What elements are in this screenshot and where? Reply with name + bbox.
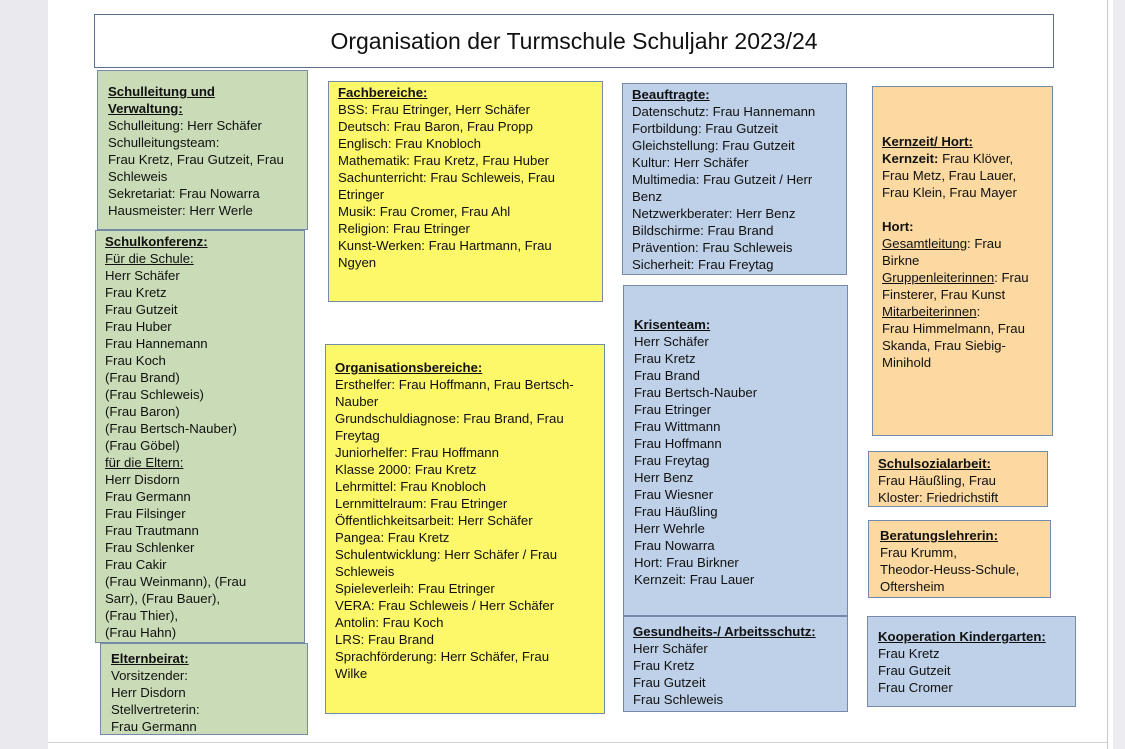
- gruppenleiterinnen-names: Finsterer, Frau Kunst: [882, 287, 1006, 302]
- organisationsbereiche-line: Lernmittelraum: Frau Etringer: [335, 496, 508, 511]
- gesundheit-member: Frau Gutzeit: [633, 675, 706, 690]
- kernzeit-first-name: Frau Klöver,: [938, 151, 1014, 166]
- schulleitung-heading-1: Schulleitung und: [108, 84, 215, 99]
- gesundheit-box: [623, 616, 848, 712]
- elternbeirat-box: [100, 643, 308, 735]
- krisenteam-member: Frau Häußling: [634, 504, 718, 519]
- schulkonferenz-member: Frau Koch: [105, 353, 166, 368]
- beauftragte-line: Bildschirme: Frau Brand: [632, 223, 774, 238]
- schulleitung-heading-2: Verwaltung:: [108, 101, 183, 116]
- organisationsbereiche-line: Schulentwicklung: Herr Schäfer / Frau: [335, 547, 558, 562]
- krisenteam-heading: Krisenteam:: [634, 317, 711, 332]
- schulkonferenz-box: [95, 230, 305, 643]
- organisationsbereiche-line: LRS: Frau Brand: [335, 632, 434, 647]
- fachbereiche-line: Etringer: [338, 187, 385, 202]
- schulkonferenz-member: Frau Gutzeit: [105, 302, 178, 317]
- krisenteam-member: Frau Hoffmann: [634, 436, 722, 451]
- elternbeirat-line: Frau Germann: [111, 719, 197, 734]
- krisenteam-member: Frau Wittmann: [634, 419, 721, 434]
- organisationsbereiche-line: Ersthelfer: Frau Hoffmann, Frau Bertsch-: [335, 377, 574, 392]
- kooperation-member: Frau Cromer: [878, 680, 953, 695]
- kooperation-member: Frau Gutzeit: [878, 663, 951, 678]
- fachbereiche-box: [328, 81, 603, 302]
- krisenteam-member: Kernzeit: Frau Lauer: [634, 572, 755, 587]
- kooperation-member: Frau Kretz: [878, 646, 940, 661]
- organisationsbereiche-box: [325, 344, 605, 714]
- hort-label: Hort:: [882, 219, 914, 234]
- schulkonferenz-parent: (Frau Weinmann), (Frau: [105, 574, 247, 589]
- schulkonferenz-parent: Frau Schlenker: [105, 540, 195, 555]
- schulkonferenz-parent: (Frau Hahn): [105, 625, 177, 640]
- organisationsbereiche-line: Grundschuldiagnose: Frau Brand, Frau: [335, 411, 564, 426]
- schulkonferenz-parent: Sarr), (Frau Bauer),: [105, 591, 221, 606]
- gesundheit-member: Frau Schleweis: [633, 692, 724, 707]
- schulkonferenz-member: Frau Hannemann: [105, 336, 208, 351]
- beauftragte-line: Sicherheit: Frau Freytag: [632, 257, 774, 272]
- organisationsbereiche-line: Nauber: [335, 394, 379, 409]
- beauftragte-box: [622, 83, 847, 275]
- krisenteam-member: Herr Benz: [634, 470, 694, 485]
- kernzeit-hort-box: [872, 86, 1053, 436]
- page-edge-line: [1107, 0, 1108, 749]
- schulkonferenz-member: Frau Kretz: [105, 285, 167, 300]
- organisationsbereiche-line: Antolin: Frau Koch: [335, 615, 444, 630]
- organisationsbereiche-heading: Organisationsbereiche:: [335, 360, 483, 375]
- organisationsbereiche-line: Pangea: Frau Kretz: [335, 530, 450, 545]
- mitarbeiterinnen-line: [882, 303, 1044, 320]
- kernzeit-first-line: [882, 150, 1044, 167]
- schulkonferenz-member: Herr Schäfer: [105, 268, 180, 283]
- kernzeit-line: Frau Klein, Frau Mayer: [882, 185, 1017, 200]
- fachbereiche-line: BSS: Frau Etringer, Herr Schäfer: [338, 102, 531, 117]
- fachbereiche-line: Ngyen: [338, 255, 377, 270]
- schulkonferenz-member: (Frau Brand): [105, 370, 180, 385]
- schulleitung-line: Schulleitung: Herr Schäfer: [108, 118, 262, 133]
- fachbereiche-line: Religion: Frau Etringer: [338, 221, 470, 236]
- gruppenleiterinnen-rest: : Frau: [994, 270, 1029, 285]
- schulleitung-line: Hausmeister: Herr Werle: [108, 203, 253, 218]
- krisenteam-box: [623, 285, 848, 616]
- fachbereiche-line: Englisch: Frau Knobloch: [338, 136, 481, 151]
- krisenteam-member: Frau Wiesner: [634, 487, 714, 502]
- beauftragte-line: Prävention: Frau Schleweis: [632, 240, 793, 255]
- fachbereiche-line: Deutsch: Frau Baron, Frau Propp: [338, 119, 533, 134]
- mitarbeiterinnen-label: Mitarbeiterinnen: [882, 304, 977, 319]
- krisenteam-member: Frau Bertsch-Nauber: [634, 385, 758, 400]
- krisenteam-member: Frau Brand: [634, 368, 700, 383]
- fachbereiche-line: Kunst-Werken: Frau Hartmann, Frau: [338, 238, 552, 253]
- schulleitung-box: [97, 70, 308, 230]
- gesundheit-heading: Gesundheits-/ Arbeitsschutz:: [633, 624, 816, 639]
- schulleitung-line: Schleweis: [108, 169, 168, 184]
- kooperation-heading: Kooperation Kindergarten:: [878, 629, 1046, 644]
- elternbeirat-line: Herr Disdorn: [111, 685, 186, 700]
- organisationsbereiche-line: Klasse 2000: Frau Kretz: [335, 462, 477, 477]
- organisationsbereiche-line: Öffentlichkeitsarbeit: Herr Schäfer: [335, 513, 533, 528]
- page-title-box: [94, 14, 1054, 68]
- beauftragte-line: Benz: [632, 189, 663, 204]
- schulsozialarbeit-line: Frau Häußling, Frau: [878, 473, 996, 488]
- schulleitung-line: Schulleitungsteam:: [108, 135, 220, 150]
- beratungslehrerin-box: [868, 520, 1051, 598]
- schulkonferenz-member: (Frau Göbel): [105, 438, 180, 453]
- kernzeit-heading: Kernzeit/ Hort:: [882, 134, 973, 149]
- elternbeirat-heading: Elternbeirat:: [111, 651, 189, 666]
- fachbereiche-heading: Fachbereiche:: [338, 85, 428, 100]
- schulkonferenz-parent: Herr Disdorn: [105, 472, 180, 487]
- schulkonferenz-parent: Frau Cakir: [105, 557, 167, 572]
- organisationsbereiche-line: Sprachförderung: Herr Schäfer, Frau: [335, 649, 550, 664]
- schulkonferenz-schule-label: Für die Schule:: [105, 251, 194, 266]
- schulsozialarbeit-heading: Schulsozialarbeit:: [878, 456, 991, 471]
- kernzeit-line: Frau Metz, Frau Lauer,: [882, 168, 1017, 183]
- kernzeit-label: Kernzeit:: [882, 151, 939, 166]
- beauftragte-line: Fortbildung: Frau Gutzeit: [632, 121, 778, 136]
- mitarbeiterinnen-names: Frau Himmelmann, Frau: [882, 321, 1025, 336]
- schulleitung-line: Sekretariat: Frau Nowarra: [108, 186, 260, 201]
- beauftragte-line: Multimedia: Frau Gutzeit / Herr: [632, 172, 813, 187]
- elternbeirat-line: Stellvertreterin:: [111, 702, 200, 717]
- schulkonferenz-parent: Frau Germann: [105, 489, 191, 504]
- schulkonferenz-member: (Frau Baron): [105, 404, 180, 419]
- krisenteam-member: Hort: Frau Birkner: [634, 555, 739, 570]
- beauftragte-line: Gleichstellung: Frau Gutzeit: [632, 138, 795, 153]
- fachbereiche-line: Musik: Frau Cromer, Frau Ahl: [338, 204, 511, 219]
- page-title: Organisation der Turmschule Schuljahr 2023/24: [330, 27, 818, 54]
- gesundheit-member: Herr Schäfer: [633, 641, 708, 656]
- beratungslehrerin-line: Theodor-Heuss-Schule,: [880, 562, 1020, 577]
- krisenteam-member: Herr Schäfer: [634, 334, 709, 349]
- page-bottom-line: [48, 742, 1107, 743]
- schulkonferenz-parent: (Frau Thier),: [105, 608, 179, 623]
- krisenteam-member: Frau Nowarra: [634, 538, 715, 553]
- beratungslehrerin-line: Frau Krumm,: [880, 545, 957, 560]
- schulsozialarbeit-box: [868, 451, 1048, 507]
- kooperation-box: [867, 616, 1076, 707]
- mitarbeiterinnen-names: Skanda, Frau Siebig-: [882, 338, 1006, 353]
- schulleitung-line: Frau Kretz, Frau Gutzeit, Frau: [108, 152, 284, 167]
- gruppenleiterinnen-label: Gruppenleiterinnen: [882, 270, 995, 285]
- gesamtleitung-rest: : Frau: [967, 236, 1002, 251]
- page-left-margin: [0, 0, 48, 749]
- fachbereiche-line: Sachunterricht: Frau Schleweis, Frau: [338, 170, 555, 185]
- beauftragte-line: Datenschutz: Frau Hannemann: [632, 104, 816, 119]
- organisationsbereiche-line: Wilke: [335, 666, 368, 681]
- schulkonferenz-heading: Schulkonferenz:: [105, 234, 208, 249]
- mitarbeiterinnen-names: Minihold: [882, 355, 932, 370]
- krisenteam-member: Herr Wehrle: [634, 521, 705, 536]
- krisenteam-member: Frau Freytag: [634, 453, 710, 468]
- schulkonferenz-eltern-label: für die Eltern:: [105, 455, 184, 470]
- beratungslehrerin-heading: Beratungslehrerin:: [880, 528, 998, 543]
- beauftragte-line: Netzwerkberater: Herr Benz: [632, 206, 796, 221]
- organisationsbereiche-line: Juniorhelfer: Frau Hoffmann: [335, 445, 499, 460]
- beratungslehrerin-line: Oftersheim: [880, 579, 945, 594]
- fachbereiche-line: Mathematik: Frau Kretz, Frau Huber: [338, 153, 550, 168]
- spacer: [882, 201, 1044, 218]
- schulkonferenz-member: (Frau Bertsch-Nauber): [105, 421, 237, 436]
- schulkonferenz-member: Frau Huber: [105, 319, 172, 334]
- elternbeirat-line: Vorsitzender:: [111, 668, 188, 683]
- schulkonferenz-member: (Frau Schleweis): [105, 387, 204, 402]
- krisenteam-member: Frau Etringer: [634, 402, 711, 417]
- schulkonferenz-parent: Frau Trautmann: [105, 523, 199, 538]
- organisationsbereiche-line: Spieleverleih: Frau Etringer: [335, 581, 495, 596]
- organisationsbereiche-line: Schleweis: [335, 564, 395, 579]
- gruppenleiterinnen-line: [882, 269, 1044, 286]
- schulkonferenz-parent: Frau Filsinger: [105, 506, 186, 521]
- mitarbeiterinnen-rest: :: [976, 304, 981, 319]
- organisationsbereiche-line: Lehrmittel: Frau Knobloch: [335, 479, 486, 494]
- gesamtleitung-line: [882, 235, 1044, 252]
- krisenteam-member: Frau Kretz: [634, 351, 696, 366]
- page-right-margin: [1113, 0, 1125, 749]
- schulsozialarbeit-line: Kloster: Friedrichstift: [878, 490, 999, 505]
- gesundheit-member: Frau Kretz: [633, 658, 695, 673]
- beauftragte-line: Kultur: Herr Schäfer: [632, 155, 749, 170]
- gesamtleitung-label: Gesamtleitung: [882, 236, 968, 251]
- organisationsbereiche-line: Freytag: [335, 428, 380, 443]
- beauftragte-heading: Beauftragte:: [632, 87, 710, 102]
- gesamtleitung-name: Birkne: [882, 253, 920, 268]
- organisationsbereiche-line: VERA: Frau Schleweis / Herr Schäfer: [335, 598, 555, 613]
